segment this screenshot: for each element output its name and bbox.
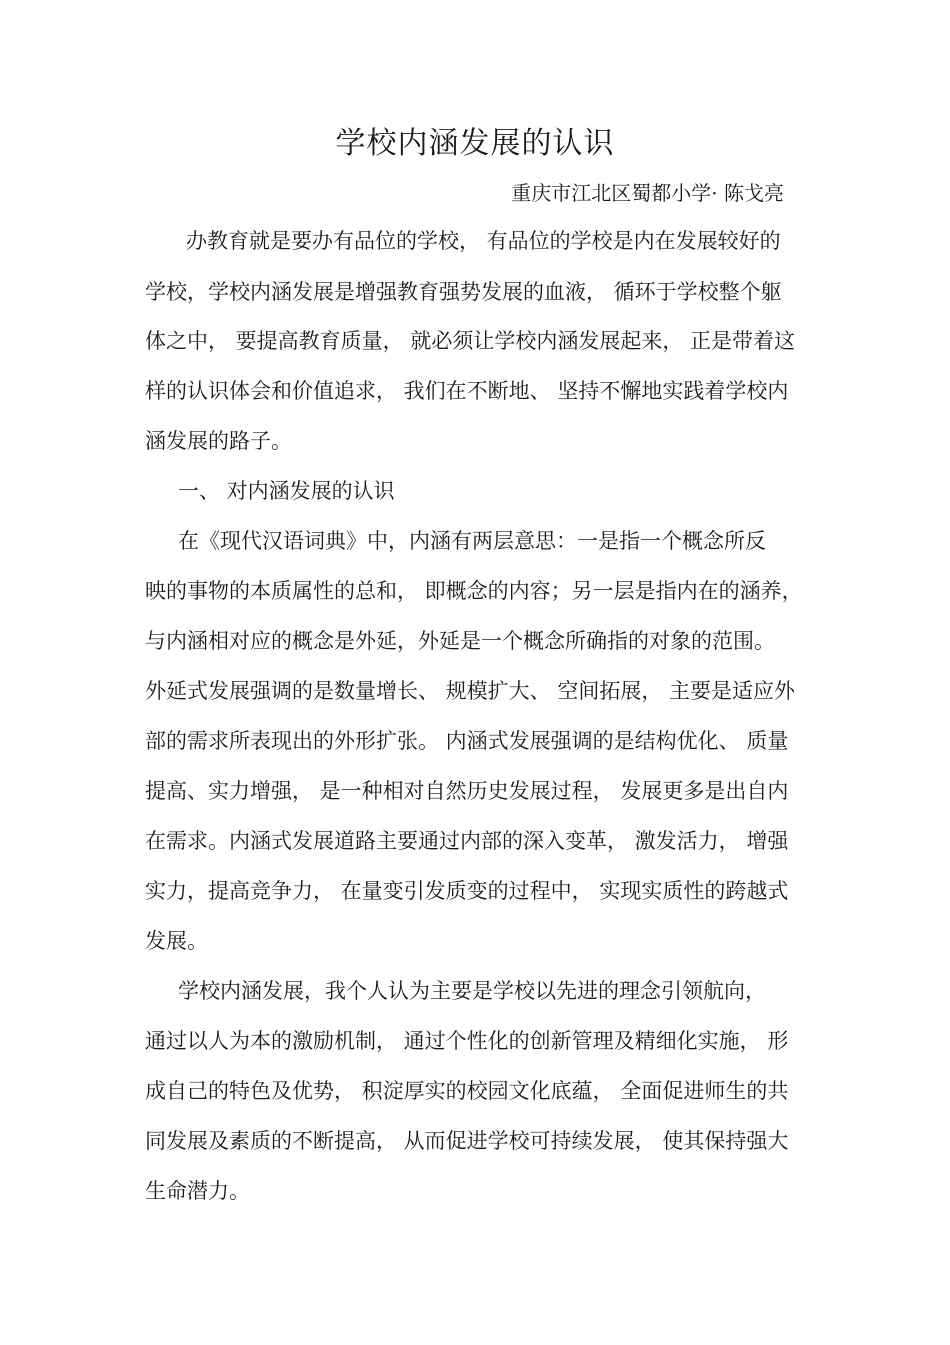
body-line-16: 通过以人为本的激励机制， 通过个性化的创新管理及精细化实施， 形	[145, 1029, 789, 1053]
body-line-11: 提高、实力增强， 是一种相对自然历史发展过程， 发展更多是出自内	[145, 779, 789, 803]
body-line-10: 部的需求所表现出的外形扩张。 内涵式发展强调的是结构优化、 质量	[145, 729, 789, 753]
body-line-18: 同发展及素质的不断提高， 从而促进学校可持续发展， 使其保持强大	[145, 1129, 789, 1153]
body-line-13: 实力，提高竞争力， 在量变引发质变的过程中， 实现实质性的跨越式	[145, 879, 789, 903]
body-line-8: 与内涵相对应的概念是外延，外延是一个概念所确指的对象的范围。	[145, 629, 775, 653]
body-line-9: 外延式发展强调的是数量增长、 规模扩大、 空间拓展， 主要是适应外	[145, 679, 796, 703]
body-line-7: 映的事物的本质属性的总和， 即概念的内容；另一层是指内在的涵养，	[145, 579, 803, 603]
body-line-4: 样的认识体会和价值追求， 我们在不断地、 坚持不懈地实践着学校内	[145, 379, 789, 403]
author-line: 重庆市江北区蜀都小学· 陈戈亮	[511, 181, 784, 205]
body-line-14: 发展。	[145, 929, 208, 953]
document-title: 学校内涵发展的认识	[335, 126, 615, 161]
body-line-17: 成自己的特色及优势， 积淀厚实的校园文化底蕴， 全面促进师生的共	[145, 1079, 789, 1103]
body-line-2: 学校，学校内涵发展是增强教育强势发展的血液， 循环于学校整个躯	[145, 280, 782, 304]
body-line-12: 在需求。内涵式发展道路主要通过内部的深入变革， 激发活力， 增强	[145, 829, 789, 853]
body-line-1: 办教育就是要办有品位的学校， 有品位的学校是内在发展较好的	[186, 229, 781, 253]
body-line-15: 学校内涵发展，我个人认为主要是学校以先进的理念引领航向，	[178, 979, 766, 1003]
section-heading-1: 一、 对内涵发展的认识	[178, 479, 395, 503]
body-line-6: 在《现代汉语词典》中，内涵有两层意思：一是指一个概念所反	[178, 529, 766, 553]
body-line-5: 涵发展的路子。	[145, 429, 292, 453]
body-line-3: 体之中， 要提高教育质量， 就必须让学校内涵发展起来， 正是带着这	[145, 329, 796, 353]
body-line-19: 生命潜力。	[145, 1179, 250, 1203]
